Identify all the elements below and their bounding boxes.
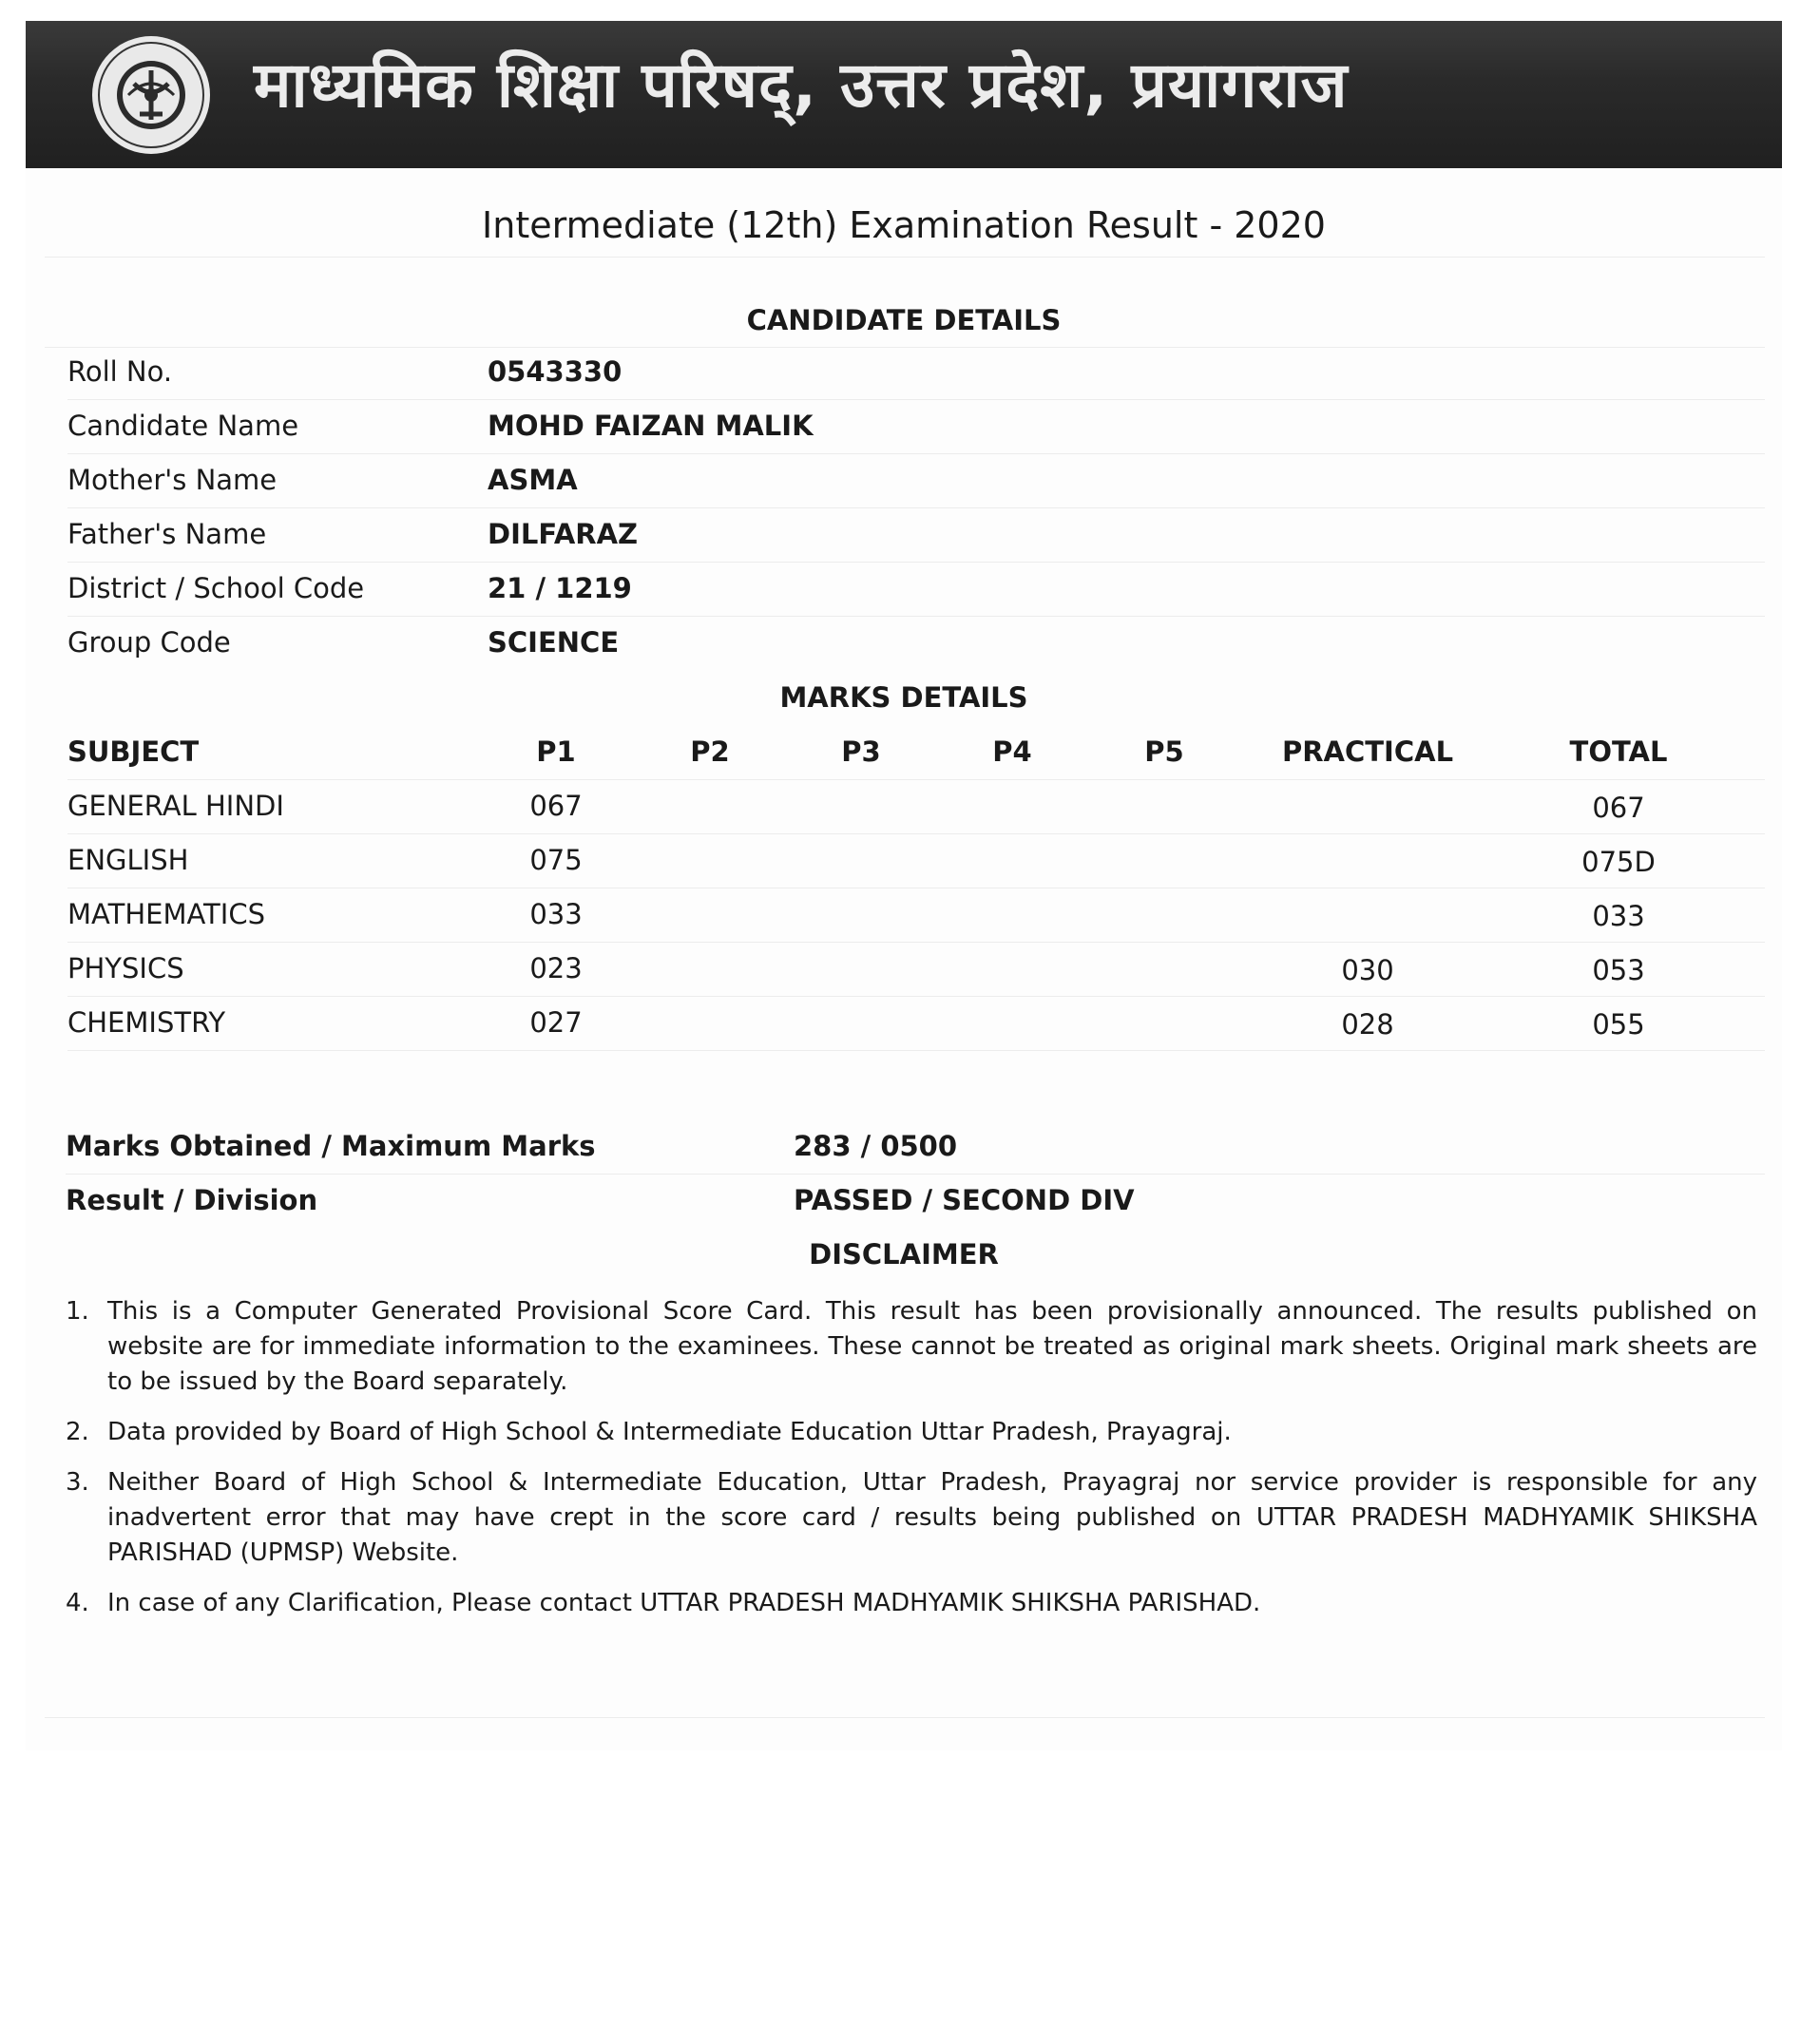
page-title: Intermediate (12th) Examination Result - 2020 [482,204,1326,246]
group-code-label: Group Code [67,626,231,659]
marks-details-heading: MARKS DETAILS [779,681,1028,714]
divider [67,616,1765,617]
divider [67,507,1765,508]
divider [67,779,1765,780]
divider [67,1050,1765,1051]
divider [67,453,1765,454]
total-cell: 033 [1592,900,1645,932]
total-cell: 067 [1592,792,1645,824]
disclaimer-number: 4. [66,1589,89,1617]
subject-cell: PHYSICS [67,952,184,984]
disclaimer-text: Neither Board of High School & Intermediate Education, Uttar Pradesh, Prayagraj nor service provider is responsible for any inadvertent error that may have crept in the score card / results being published on UTTAR PRADESH MADHYAMIK SHIKSHA PARISHAD (UPMSP) Website. [107,1468,1757,1567]
result-sheet [26,21,1782,1750]
subject-cell: CHEMISTRY [67,1006,226,1039]
disclaimer-list [66,1294,1757,1636]
candidate-name-label: Candidate Name [67,410,299,442]
col-p2: P2 [690,735,730,768]
divider [67,562,1765,563]
divider [45,1717,1765,1718]
disclaimer-text: In case of any Clarification, Please contact UTTAR PRADESH MADHYAMIK SHIKSHA PARISHAD. [107,1589,1261,1617]
total-cell: 075D [1581,846,1656,878]
p1-cell: 033 [529,898,583,930]
divider [67,942,1765,943]
col-p4: P4 [992,735,1032,768]
subject-cell: MATHEMATICS [67,898,265,930]
mother-name-value: ASMA [488,464,578,496]
divider [45,257,1765,258]
divider [67,399,1765,400]
disclaimer-text: Data provided by Board of High School & Intermediate Education Uttar Pradesh, Prayagraj. [107,1418,1232,1446]
col-p1: P1 [536,735,576,768]
divider [67,996,1765,997]
divider [66,1174,1765,1175]
col-practical: PRACTICAL [1281,735,1454,768]
district-school-code-value: 21 / 1219 [488,572,632,604]
father-name-label: Father's Name [67,518,267,550]
disclaimer-number: 2. [66,1418,89,1446]
practical-cell: 030 [1341,954,1394,986]
marks-obtained-label: Marks Obtained / Maximum Marks [66,1130,596,1162]
col-subject: SUBJECT [67,735,200,768]
practical-cell: 028 [1341,1008,1394,1041]
disclaimer-number: 3. [66,1468,89,1497]
district-school-code-label: District / School Code [67,572,365,604]
roll-no-value: 0543330 [488,355,623,388]
father-name-value: DILFARAZ [488,518,639,550]
header-banner [26,21,1782,168]
divider [67,833,1765,834]
mother-name-label: Mother's Name [67,464,278,496]
p1-cell: 023 [529,952,583,984]
marks-obtained-value: 283 / 0500 [794,1130,958,1162]
group-code-value: SCIENCE [488,626,620,659]
total-cell: 053 [1592,954,1645,986]
disclaimer-number: 1. [66,1297,89,1326]
result-division-value: PASSED / SECOND DIV [794,1184,1135,1216]
roll-no-label: Roll No. [67,355,173,388]
disclaimer-item [66,1586,1757,1621]
board-name: माध्यमिक शिक्षा परिषद्, उत्तर प्रदेश, प्रयागराज [254,48,1349,122]
total-cell: 055 [1592,1008,1645,1041]
disclaimer-text: This is a Computer Generated Provisional Score Card. This result has been provisionally announced. The results published on website are for immediate information to the examinees. These cannot be treated as original mark sheets. Original mark sheets are to be issued by the Board separately. [107,1297,1757,1396]
disclaimer-item [66,1465,1757,1571]
divider [45,347,1765,348]
col-p5: P5 [1144,735,1184,768]
upmsp-seal-icon [90,34,212,156]
p1-cell: 067 [529,790,583,822]
p1-cell: 075 [529,844,583,876]
col-p3: P3 [841,735,881,768]
candidate-details-heading: CANDIDATE DETAILS [746,304,1062,336]
disclaimer-item [66,1294,1757,1400]
col-total: TOTAL [1569,735,1668,768]
result-division-label: Result / Division [66,1184,318,1216]
subject-cell: GENERAL HINDI [67,790,284,822]
candidate-name-value: MOHD FAIZAN MALIK [488,410,814,442]
disclaimer-heading: DISCLAIMER [809,1238,999,1270]
disclaimer-item [66,1415,1757,1450]
subject-cell: ENGLISH [67,844,189,876]
p1-cell: 027 [529,1006,583,1039]
